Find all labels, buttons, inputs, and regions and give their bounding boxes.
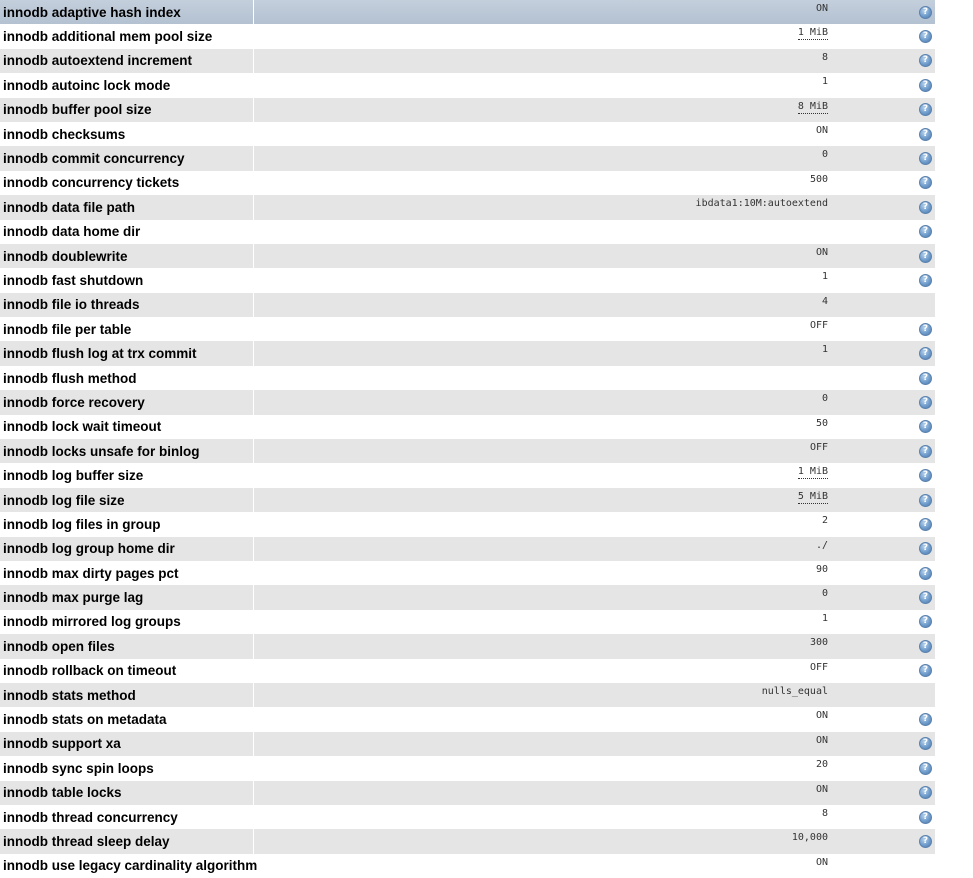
help-cell bbox=[829, 24, 935, 48]
help-icon[interactable]: ? bbox=[919, 762, 932, 775]
variable-value-text: ON bbox=[815, 783, 828, 795]
table-row[interactable] bbox=[0, 537, 935, 561]
help-cell bbox=[829, 561, 935, 585]
variable-value bbox=[254, 439, 829, 463]
help-cell bbox=[829, 293, 935, 317]
table-row[interactable] bbox=[0, 585, 935, 609]
help-cell bbox=[829, 317, 935, 341]
variable-name: innodb flush method bbox=[0, 366, 254, 390]
variable-name: innodb lock wait timeout bbox=[0, 415, 254, 439]
variable-name: innodb rollback on timeout bbox=[0, 659, 254, 683]
help-cell bbox=[829, 122, 935, 146]
variable-value-text: 0 bbox=[821, 588, 828, 600]
variable-value-text: 500 bbox=[809, 173, 828, 185]
table-row[interactable] bbox=[0, 146, 935, 170]
variable-value-text: ON bbox=[815, 734, 828, 746]
variable-value bbox=[254, 707, 829, 731]
variable-value bbox=[254, 317, 829, 341]
help-cell bbox=[829, 732, 935, 756]
table-row[interactable] bbox=[0, 756, 935, 780]
help-icon[interactable]: ? bbox=[919, 835, 932, 848]
help-cell bbox=[829, 488, 935, 512]
help-icon[interactable]: ? bbox=[919, 372, 932, 385]
variable-value-text: ON bbox=[815, 124, 828, 136]
variable-value bbox=[254, 366, 829, 390]
help-icon[interactable]: ? bbox=[919, 176, 932, 189]
help-cell bbox=[829, 659, 935, 683]
help-cell bbox=[829, 512, 935, 536]
variable-value-abbr: 1 MiB bbox=[797, 466, 828, 478]
help-cell bbox=[829, 854, 935, 878]
variable-value-text: 2 bbox=[821, 515, 828, 527]
variable-value-abbr: 8 MiB bbox=[797, 100, 828, 112]
variable-value-text: ibdata1:10M:autoextend bbox=[695, 198, 828, 210]
variable-name: innodb log files in group bbox=[0, 512, 254, 536]
table-row[interactable] bbox=[0, 561, 935, 585]
help-cell bbox=[829, 146, 935, 170]
variable-value-text: 1 bbox=[821, 271, 828, 283]
variable-value-text: 1 bbox=[821, 612, 828, 624]
variable-value bbox=[254, 122, 829, 146]
variable-value bbox=[254, 244, 829, 268]
variable-value-text: 1 bbox=[821, 344, 828, 356]
table-row[interactable] bbox=[0, 317, 935, 341]
variable-name: innodb support xa bbox=[0, 732, 254, 756]
help-cell bbox=[829, 220, 935, 244]
help-cell bbox=[829, 390, 935, 414]
table-row[interactable] bbox=[0, 268, 935, 292]
variable-value bbox=[254, 659, 829, 683]
help-cell bbox=[829, 49, 935, 73]
variable-value-text: ON bbox=[815, 3, 828, 14]
help-icon[interactable]: ? bbox=[919, 640, 932, 653]
variable-value bbox=[254, 732, 829, 756]
help-cell bbox=[829, 805, 935, 829]
variable-name: innodb thread concurrency bbox=[0, 805, 254, 829]
help-icon[interactable]: ? bbox=[919, 713, 932, 726]
variable-name: innodb autoinc lock mode bbox=[0, 73, 254, 97]
variable-value bbox=[254, 585, 829, 609]
variable-name: innodb fast shutdown bbox=[0, 268, 254, 292]
table-row[interactable] bbox=[0, 244, 935, 268]
help-cell bbox=[829, 366, 935, 390]
help-cell bbox=[829, 610, 935, 634]
variable-value-text: 0 bbox=[821, 149, 828, 161]
help-icon[interactable]: ? bbox=[919, 54, 932, 67]
variable-value bbox=[254, 268, 829, 292]
help-cell bbox=[829, 73, 935, 97]
table-row[interactable] bbox=[0, 463, 935, 487]
table-row[interactable] bbox=[0, 732, 935, 756]
table-row[interactable] bbox=[0, 488, 935, 512]
help-icon[interactable]: ? bbox=[919, 542, 932, 555]
variable-value bbox=[254, 220, 829, 244]
table-row[interactable] bbox=[0, 73, 935, 97]
variable-value-text: 20 bbox=[815, 759, 828, 771]
variable-value bbox=[254, 488, 829, 512]
variable-name: innodb autoextend increment bbox=[0, 49, 254, 73]
help-cell bbox=[829, 98, 935, 122]
help-icon[interactable]: ? bbox=[919, 786, 932, 799]
help-cell bbox=[829, 537, 935, 561]
help-icon[interactable]: ? bbox=[919, 567, 932, 580]
help-icon[interactable]: ? bbox=[919, 420, 932, 433]
table-row[interactable] bbox=[0, 805, 935, 829]
table-row[interactable] bbox=[0, 439, 935, 463]
variable-value bbox=[254, 561, 829, 585]
variable-name: innodb force recovery bbox=[0, 390, 254, 414]
variable-name: innodb mirrored log groups bbox=[0, 610, 254, 634]
help-icon[interactable]: ? bbox=[919, 225, 932, 238]
variable-value bbox=[254, 683, 829, 707]
help-cell bbox=[829, 756, 935, 780]
variable-value-text: 0 bbox=[821, 393, 828, 405]
variable-name: innodb concurrency tickets bbox=[0, 171, 254, 195]
help-cell bbox=[829, 0, 935, 24]
variable-name: innodb checksums bbox=[0, 122, 254, 146]
variable-value-text: 300 bbox=[809, 637, 828, 649]
variable-value-text: OFF bbox=[809, 442, 828, 454]
variable-name: innodb adaptive hash index bbox=[0, 0, 254, 24]
variable-value-text: 8 bbox=[821, 807, 828, 819]
help-icon[interactable]: ? bbox=[919, 494, 932, 507]
table-row[interactable] bbox=[0, 293, 935, 317]
variable-name: innodb data file path bbox=[0, 195, 254, 219]
help-icon[interactable]: ? bbox=[919, 250, 932, 263]
help-icon[interactable]: ? bbox=[919, 445, 932, 458]
help-cell bbox=[829, 829, 935, 853]
variable-value bbox=[254, 24, 829, 48]
help-cell bbox=[829, 171, 935, 195]
help-icon[interactable]: ? bbox=[919, 347, 932, 360]
table-row[interactable] bbox=[0, 659, 935, 683]
variable-value bbox=[254, 537, 829, 561]
variable-value-text: 90 bbox=[815, 563, 828, 575]
variable-value-abbr: 1 MiB bbox=[797, 27, 828, 39]
help-cell bbox=[829, 439, 935, 463]
table-row[interactable] bbox=[0, 683, 935, 707]
help-icon[interactable]: ? bbox=[919, 30, 932, 43]
help-icon[interactable]: ? bbox=[919, 103, 932, 116]
table-row[interactable] bbox=[0, 49, 935, 73]
help-cell bbox=[829, 463, 935, 487]
variable-name: innodb flush log at trx commit bbox=[0, 341, 254, 365]
help-icon[interactable]: ? bbox=[919, 518, 932, 531]
variable-value bbox=[254, 512, 829, 536]
table-row[interactable] bbox=[0, 829, 935, 853]
variable-name: innodb buffer pool size bbox=[0, 98, 254, 122]
variable-name: innodb use legacy cardinality algorithm bbox=[0, 854, 254, 878]
help-icon[interactable]: ? bbox=[919, 591, 932, 604]
variable-value bbox=[254, 829, 829, 853]
table-row[interactable] bbox=[0, 122, 935, 146]
variable-value bbox=[254, 171, 829, 195]
help-icon[interactable]: ? bbox=[919, 615, 932, 628]
help-icon[interactable]: ? bbox=[919, 469, 932, 482]
variable-value-text: 8 bbox=[821, 51, 828, 63]
variable-name: innodb file io threads bbox=[0, 293, 254, 317]
variable-value bbox=[254, 341, 829, 365]
variable-value-text: ON bbox=[815, 856, 828, 868]
variable-value-abbr: 5 MiB bbox=[797, 490, 828, 502]
variable-value bbox=[254, 98, 829, 122]
variable-value-text: OFF bbox=[809, 661, 828, 673]
help-cell bbox=[829, 341, 935, 365]
help-icon[interactable]: ? bbox=[919, 811, 932, 824]
table-row[interactable] bbox=[0, 220, 935, 244]
table-row[interactable] bbox=[0, 390, 935, 414]
variable-value bbox=[254, 390, 829, 414]
variable-value bbox=[254, 781, 829, 805]
help-icon[interactable]: ? bbox=[919, 6, 932, 19]
table-row[interactable] bbox=[0, 854, 935, 878]
help-cell bbox=[829, 585, 935, 609]
variable-name: innodb stats on metadata bbox=[0, 707, 254, 731]
table-row[interactable] bbox=[0, 341, 935, 365]
help-icon[interactable]: ? bbox=[919, 323, 932, 336]
help-icon[interactable]: ? bbox=[919, 79, 932, 92]
variable-value-text: OFF bbox=[809, 320, 828, 332]
help-icon[interactable]: ? bbox=[919, 201, 932, 214]
variable-name: innodb doublewrite bbox=[0, 244, 254, 268]
help-cell bbox=[829, 244, 935, 268]
help-cell bbox=[829, 195, 935, 219]
help-cell bbox=[829, 707, 935, 731]
help-icon[interactable]: ? bbox=[919, 737, 932, 750]
variable-value-text: nulls_equal bbox=[761, 685, 828, 697]
variable-name: innodb locks unsafe for binlog bbox=[0, 439, 254, 463]
table-row[interactable] bbox=[0, 24, 935, 48]
variable-value bbox=[254, 415, 829, 439]
variable-name: innodb additional mem pool size bbox=[0, 24, 254, 48]
variable-value bbox=[254, 610, 829, 634]
variable-value-text: 10,000 bbox=[791, 832, 828, 844]
help-icon[interactable]: ? bbox=[919, 396, 932, 409]
variable-name: innodb data home dir bbox=[0, 220, 254, 244]
variable-value bbox=[254, 463, 829, 487]
help-icon[interactable]: ? bbox=[919, 664, 932, 677]
help-cell bbox=[829, 683, 935, 707]
help-icon[interactable]: ? bbox=[919, 274, 932, 287]
variable-value-text: ./ bbox=[815, 539, 828, 551]
variable-value bbox=[254, 634, 829, 658]
help-cell bbox=[829, 781, 935, 805]
variable-name: innodb sync spin loops bbox=[0, 756, 254, 780]
variable-value-text: ON bbox=[815, 710, 828, 722]
variable-value-text: ON bbox=[815, 246, 828, 258]
table-row[interactable] bbox=[0, 366, 935, 390]
table-row[interactable] bbox=[0, 195, 935, 219]
help-icon[interactable]: ? bbox=[919, 128, 932, 141]
variable-name: innodb stats method bbox=[0, 683, 254, 707]
variable-name: innodb max purge lag bbox=[0, 585, 254, 609]
help-cell bbox=[829, 415, 935, 439]
table-row[interactable] bbox=[0, 0, 935, 24]
variable-value bbox=[254, 854, 829, 878]
variable-value bbox=[254, 49, 829, 73]
help-cell bbox=[829, 634, 935, 658]
variable-value bbox=[254, 293, 829, 317]
table-row[interactable] bbox=[0, 171, 935, 195]
variable-name: innodb commit concurrency bbox=[0, 146, 254, 170]
table-row[interactable] bbox=[0, 707, 935, 731]
variable-value bbox=[254, 195, 829, 219]
variable-value bbox=[254, 73, 829, 97]
variable-value-text: 50 bbox=[815, 417, 828, 429]
variable-name: innodb max dirty pages pct bbox=[0, 561, 254, 585]
table-row[interactable] bbox=[0, 415, 935, 439]
variable-name: innodb log file size bbox=[0, 488, 254, 512]
help-cell bbox=[829, 268, 935, 292]
variable-name: innodb log buffer size bbox=[0, 463, 254, 487]
table-row[interactable] bbox=[0, 634, 935, 658]
table-row[interactable] bbox=[0, 781, 935, 805]
variable-value bbox=[254, 146, 829, 170]
variable-name: innodb table locks bbox=[0, 781, 254, 805]
variable-value-text: 4 bbox=[821, 295, 828, 307]
help-icon[interactable]: ? bbox=[919, 152, 932, 165]
variable-name: innodb thread sleep delay bbox=[0, 829, 254, 853]
variable-value bbox=[254, 756, 829, 780]
table-row[interactable] bbox=[0, 512, 935, 536]
variable-value bbox=[254, 805, 829, 829]
variable-value-text: 1 bbox=[821, 76, 828, 88]
table-row[interactable] bbox=[0, 610, 935, 634]
variable-value bbox=[254, 0, 829, 24]
variable-name: innodb log group home dir bbox=[0, 537, 254, 561]
table-row[interactable] bbox=[0, 98, 935, 122]
variable-name: innodb open files bbox=[0, 634, 254, 658]
variable-name: innodb file per table bbox=[0, 317, 254, 341]
